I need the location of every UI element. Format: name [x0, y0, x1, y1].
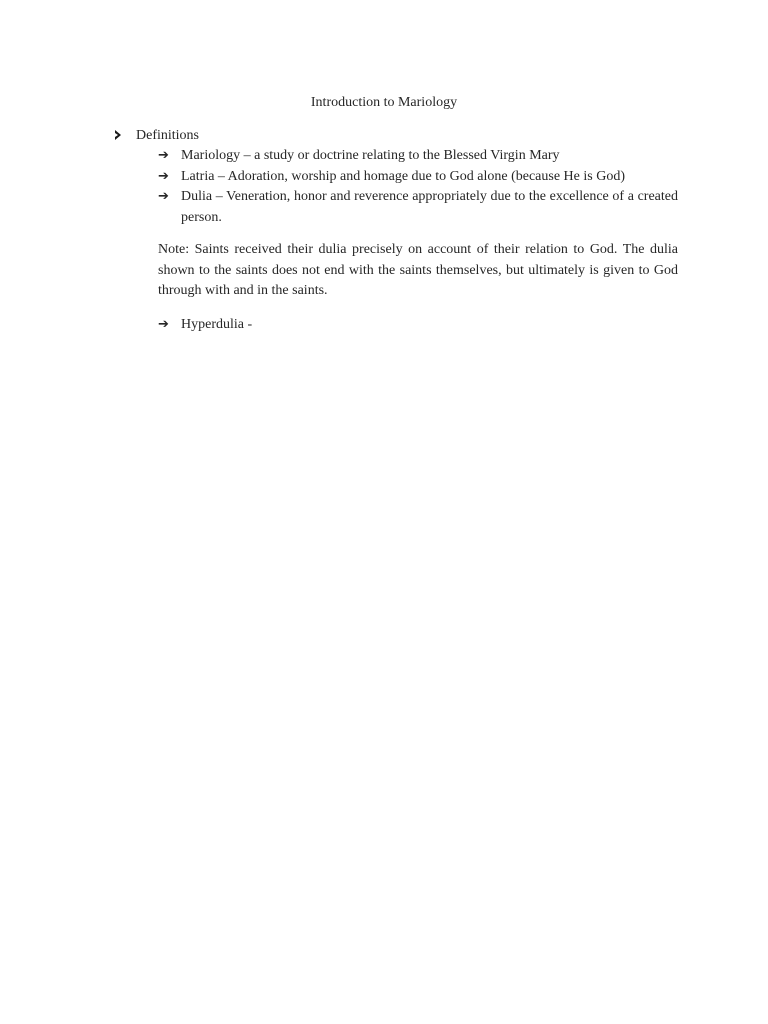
- list-item: [158, 146, 678, 167]
- definition-hyperdulia: Hyperdulia -: [181, 317, 253, 332]
- arrow-right-icon: ➔: [158, 189, 169, 204]
- chevron-right-icon: [113, 126, 136, 147]
- arrow-right-icon: ➔: [158, 148, 169, 163]
- section-label: Definitions: [136, 128, 199, 143]
- definitions-list: [158, 146, 678, 228]
- document-title: Introduction to Mariology: [310, 95, 458, 110]
- section-definitions: [113, 126, 199, 147]
- definition-mariology: Mariology – a study or doctrine relating to the Blessed Virgin Mary: [181, 148, 560, 163]
- list-item: [158, 187, 678, 228]
- arrow-right-icon: ➔: [158, 168, 169, 184]
- definition-dulia: Dulia – Veneration, honor and reverence appropriately due to the excellence of a created person.: [181, 189, 678, 225]
- list-item: [158, 167, 678, 188]
- arrow-right-icon: ➔: [158, 317, 169, 332]
- definition-latria: Latria – Adoration, worship and homage due to God alone (because He is God): [181, 168, 625, 184]
- list-item-hyperdulia: [158, 315, 678, 336]
- note-paragraph: Note: Saints received their dulia precisely on account of their relation to God. The dulia shown to the saints does not end with the saints themselves, but ultimately is given to God through with and in the saints.: [158, 242, 678, 298]
